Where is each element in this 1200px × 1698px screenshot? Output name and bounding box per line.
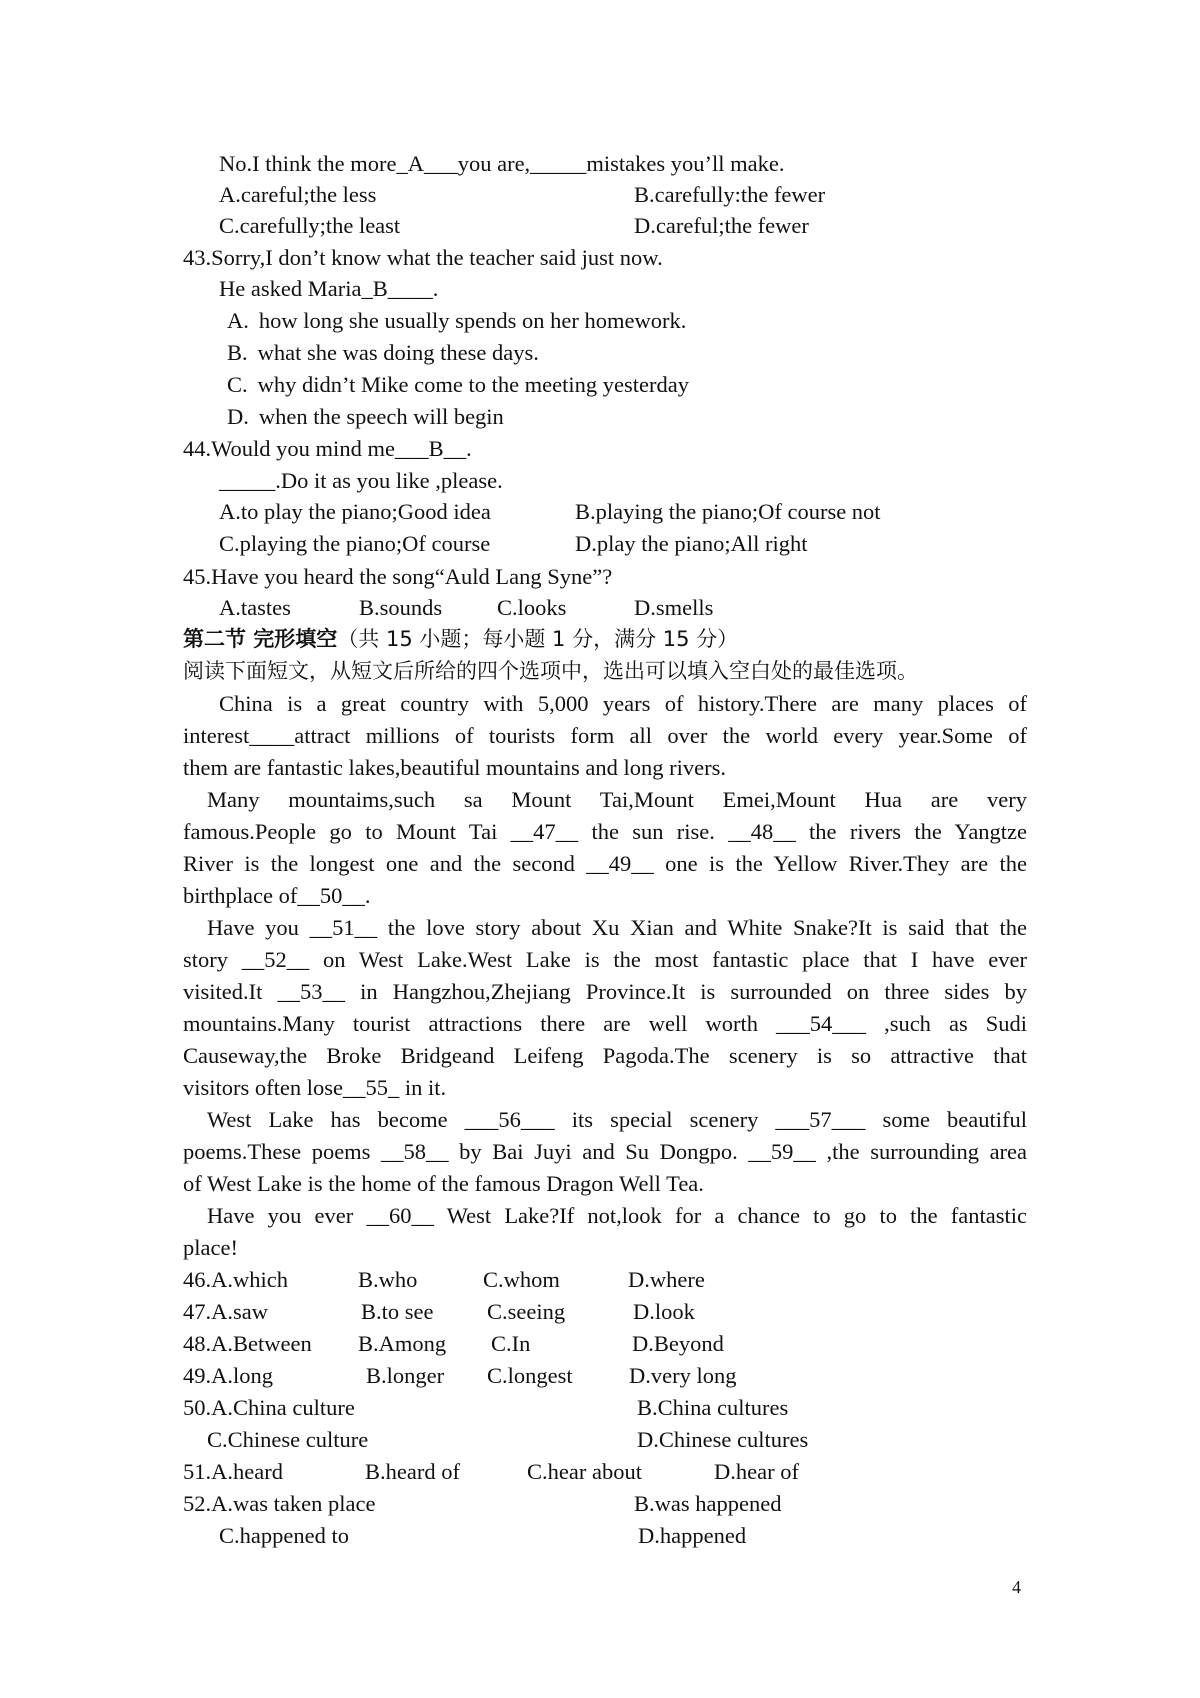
passage-line: famous.People go to Mount Tai __47__ the sun rise. __48__ the rivers the Yangtze: [183, 819, 1028, 844]
q44-option-c: C.playing the piano;Of course: [219, 531, 491, 556]
passage-line: them are fantastic lakes,beautiful mountains and long rivers.: [183, 755, 726, 780]
passage-line: Many mountaims,such sa Mount Tai,Mount Emei,Mount Hua are very: [207, 787, 1027, 812]
passage-line: interest____attract millions of tourists form all over the world every year.Some of: [183, 723, 1027, 748]
q44-option-a: A.to play the piano;Good idea: [219, 499, 491, 524]
passage-line: place!: [183, 1235, 238, 1260]
blank-47: __47__: [510, 819, 579, 844]
passage-line: West Lake has become ___56___ its special scenery ___57___ some beautiful: [207, 1107, 1028, 1132]
q50-option-b: B.China cultures: [637, 1395, 789, 1420]
q43-line2: He asked Maria_B____.: [219, 276, 439, 301]
q46-option-b: B.who: [358, 1267, 418, 1292]
q49-option-b: B.longer: [366, 1363, 445, 1388]
q44-option-b: B.playing the piano;Of course not: [575, 499, 881, 524]
q48-option-c: C.In: [491, 1331, 531, 1356]
passage-line: visitors often lose__55_ in it.: [183, 1075, 447, 1100]
q44-line2: _____.Do it as you like ,please.: [219, 468, 503, 493]
q52-option-a: 52.A.was taken place: [183, 1491, 376, 1516]
blank-50: __50__: [297, 883, 365, 908]
q49-option-d: D.very long: [629, 1363, 737, 1388]
q48-option-a: 48.A.Between: [183, 1331, 312, 1356]
q51-option-b: B.heard of: [365, 1459, 460, 1484]
q46-option-c: C.whom: [483, 1267, 560, 1292]
blank-54: ___54___: [776, 1011, 867, 1036]
q43-option-d: D. when the speech will begin: [227, 404, 504, 429]
q48-option-b: B.Among: [358, 1331, 447, 1356]
blank-49: __49__: [586, 851, 654, 876]
q44-stem: 44.Would you mind me___B__.: [183, 436, 472, 461]
q51-option-d: D.hear of: [714, 1459, 799, 1484]
blank-56: ___56___: [464, 1107, 555, 1132]
section2-instruction: 阅读下面短文，从短文后所给的四个选项中，选出可以填入空白处的最佳选项。: [183, 659, 918, 683]
passage-line: visited.It __53__ in Hangzhou,Zhejiang Province.It is surrounded on three sides by: [183, 979, 1028, 1004]
q46-option-a: 46.A.which: [183, 1267, 288, 1292]
blank-58: __58__: [381, 1139, 449, 1164]
passage-line: Have you ever __60__ West Lake?If not,look for a chance to go to the fantastic: [207, 1203, 1027, 1228]
q49-option-a: 49.A.long: [183, 1363, 273, 1388]
q52-option-b: B.was happened: [634, 1491, 782, 1516]
q42-option-d: D.careful;the fewer: [634, 213, 809, 238]
q44-option-d: D.play the piano;All right: [575, 531, 808, 556]
q42-line: No.I think the more_A___you are,_____mistakes you’ll make.: [219, 151, 785, 176]
blank-55: __55_: [342, 1075, 400, 1100]
q50-option-c: C.Chinese culture: [207, 1427, 369, 1452]
q43-stem: 43.Sorry,I don’t know what the teacher said just now.: [183, 245, 663, 270]
q50-option-d: D.Chinese cultures: [637, 1427, 809, 1452]
blank-53: __53__: [277, 979, 345, 1004]
q45-option-d: D.smells: [634, 595, 714, 620]
q51-option-a: 51.A.heard: [183, 1459, 283, 1484]
q51-option-c: C.hear about: [527, 1459, 642, 1484]
q49-option-c: C.longest: [487, 1363, 573, 1388]
page-number: 4: [1012, 1577, 1021, 1597]
passage-line: of West Lake is the home of the famous Dragon Well Tea.: [183, 1171, 704, 1196]
q50-option-a: 50.A.China culture: [183, 1395, 355, 1420]
q47-option-d: D.look: [633, 1299, 695, 1324]
q42-option-a: A.careful;the less: [219, 182, 377, 207]
q48-option-d: D.Beyond: [632, 1331, 724, 1356]
q42-option-b: B.carefully:the fewer: [634, 182, 826, 207]
blank-57: ___57___: [775, 1107, 866, 1132]
blank-52: __52__: [241, 947, 310, 972]
passage-line: Have you __51__ the love story about Xu Xian and White Snake?It is said that the: [207, 915, 1028, 940]
passage-line: China is a great country with 5,000 years of history.There are many places of: [219, 691, 1027, 716]
q42-option-c: C.carefully;the least: [219, 213, 401, 238]
blank-48: __48__: [728, 819, 796, 844]
q47-option-b: B.to see: [361, 1299, 434, 1324]
q52-option-c: C.happened to: [219, 1523, 349, 1548]
q45-option-b: B.sounds: [359, 595, 443, 620]
section2-heading: 第二节 完形填空（共 15 小题；每小题 1 分，满分 15 分）: [183, 627, 739, 651]
q43-option-b: B. what she was doing these days.: [227, 340, 539, 365]
passage-line: Causeway,the Broke Bridgeand Leifeng Pagoda.The scenery is so attractive that: [183, 1043, 1027, 1068]
q45-stem: 45.Have you heard the song“Auld Lang Syne”?: [183, 564, 613, 589]
passage-line: River is the longest one and the second __49__ one is the Yellow River.They are the: [183, 851, 1027, 876]
q52-option-d: D.happened: [638, 1523, 747, 1548]
passage-line: story __52__ on West Lake.West Lake is the most fantastic place that I have ever: [183, 947, 1028, 972]
blank-51: __51__: [309, 915, 378, 940]
blank-59: __59__: [748, 1139, 816, 1164]
q43-option-c: C. why didn’t Mike come to the meeting yesterday: [227, 372, 689, 397]
passage-line: poems.These poems __58__ by Bai Juyi and Su Dongpo. __59__ ,the surrounding area: [183, 1139, 1028, 1164]
q47-option-c: C.seeing: [487, 1299, 566, 1324]
blank-60: __60__: [366, 1203, 434, 1228]
passage-line: birthplace of__50__.: [183, 883, 371, 908]
q43-option-a: A. how long she usually spends on her homework.: [227, 308, 687, 333]
q46-option-d: D.where: [628, 1267, 705, 1292]
q45-option-a: A.tastes: [219, 595, 291, 620]
q47-option-a: 47.A.saw: [183, 1299, 268, 1324]
q45-option-c: C.looks: [497, 595, 567, 620]
passage-line: mountains.Many tourist attractions there are well worth ___54___ ,such as Sudi: [183, 1011, 1028, 1036]
